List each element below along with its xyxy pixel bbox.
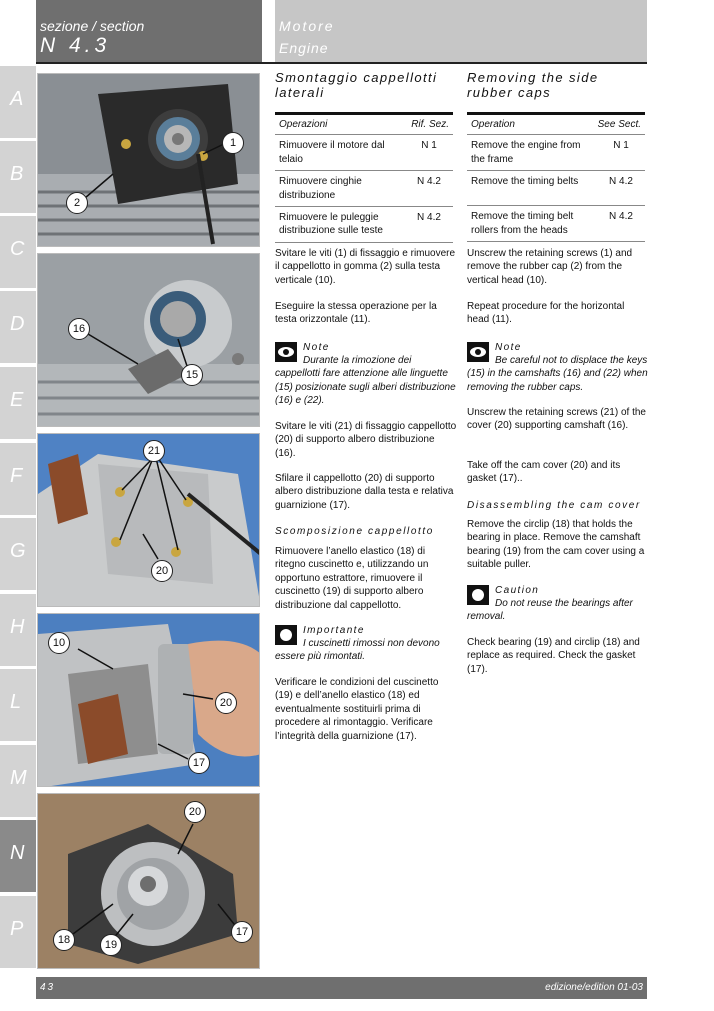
table-row	[467, 206, 645, 242]
paragraph-2: Eseguire la stessa operazione per la testa orizzontale (11).	[275, 301, 437, 326]
photo-cover-screws	[37, 433, 260, 607]
tab-f[interactable]	[0, 443, 36, 515]
paragraph-6: Check bearing (19) and circlip (18) and replace as required. Check the gasket (17).	[467, 637, 640, 675]
subheading: Disassembling the cam cover	[467, 500, 641, 511]
tab-label: G	[10, 540, 26, 562]
operation-cell: Rimuovere cinghie distribuzione	[279, 176, 362, 201]
tab-l[interactable]	[0, 669, 36, 741]
tab-label: P	[10, 918, 24, 940]
tab-c[interactable]	[0, 216, 36, 288]
tab-h[interactable]	[0, 594, 36, 666]
paragraph-4: Sfilare il cappellotto (20) di supporto albero distribuzione dalla testa e relativa guarnizione (17).	[275, 473, 454, 511]
camshaft-image	[38, 254, 260, 427]
paragraph-1: Unscrew the retaining screws (1) and remove the rubber cap (2) from the vertical head (10).	[467, 248, 633, 286]
tab-label: F	[10, 465, 23, 487]
chapter-title-it: Motore	[279, 18, 335, 34]
header-reference: Rif. Sez.	[411, 119, 449, 130]
operation-cell: Remove the timing belts	[471, 176, 579, 188]
table-header	[275, 115, 453, 135]
header-operation: Operazioni	[279, 119, 328, 130]
note-title: Note	[303, 342, 330, 353]
header-operation: Operation	[471, 119, 515, 130]
table-row	[467, 171, 645, 206]
chapter-title-en: Engine	[279, 40, 329, 56]
section-number: N 4.3	[40, 34, 111, 57]
callout-21: 21	[143, 440, 165, 462]
tab-m[interactable]	[0, 745, 36, 817]
tab-label: H	[10, 616, 25, 638]
callout-1: 1	[222, 132, 244, 154]
engine-head-image	[38, 74, 260, 247]
operation-cell: Remove the timing belt rollers from the heads	[471, 211, 574, 236]
callout-20: 20	[151, 560, 173, 582]
paragraph-4: Take off the cam cover (20) and its gasket (17)..	[467, 460, 621, 485]
callout-17: 17	[231, 921, 253, 943]
section-header	[36, 0, 262, 62]
table-row	[275, 135, 453, 171]
chapter-header	[275, 0, 647, 62]
section-title-en: Removing the side rubber caps	[467, 70, 599, 100]
note-text: Be careful not to displace the keys (15) in the camshafts (16) and (22) when removing the rubber caps.	[467, 355, 648, 393]
paragraph-2: Repeat procedure for the horizontal head (11).	[467, 301, 625, 326]
tab-label: E	[10, 389, 24, 411]
table-header	[467, 115, 645, 135]
reference-cell: N 4.2	[609, 211, 633, 223]
photo-cover-removal	[37, 613, 260, 787]
operation-cell: Remove the engine from the frame	[471, 140, 581, 165]
paragraph-5: Remove the circlip (18) that holds the bearing in place. Remove the camshaft bearing (19) from the cam cover using a suitable puller.	[467, 519, 645, 571]
section-label: sezione / section	[40, 18, 145, 34]
tab-label: L	[10, 691, 22, 713]
callout-10: 10	[48, 632, 70, 654]
tab-label: A	[10, 88, 24, 110]
tab-label: D	[10, 313, 25, 335]
paragraph-1: Svitare le viti (1) di fissaggio e rimuovere il cappellotto in gomma (2) sulla testa verticale (10).	[275, 248, 456, 286]
caution-title: Caution	[495, 585, 540, 596]
photo-rubber-cap	[37, 73, 260, 247]
operations-table-it	[275, 112, 453, 243]
tab-label: C	[10, 238, 25, 260]
tab-n[interactable]	[0, 820, 36, 892]
reference-cell: N 4.2	[417, 212, 441, 224]
english-column	[467, 70, 648, 675]
callout-20: 20	[215, 692, 237, 714]
callout-16: 16	[68, 318, 90, 340]
page-number: 43	[40, 982, 56, 993]
header-divider	[36, 62, 647, 64]
edition-label: edizione/edition 01-03	[545, 982, 643, 993]
important-title: Importante	[303, 625, 365, 636]
table-row	[275, 207, 453, 243]
operation-cell: Rimuovere il motore dal telaio	[279, 140, 385, 165]
table-row	[275, 171, 453, 207]
page-footer	[36, 977, 647, 999]
tab-label: N	[10, 842, 25, 864]
callout-20: 20	[184, 801, 206, 823]
operations-table-en	[467, 112, 645, 242]
reference-cell: N 4.2	[417, 176, 441, 188]
callout-17: 17	[188, 752, 210, 774]
tab-a[interactable]	[0, 66, 36, 138]
photo-camshaft-key	[37, 253, 260, 427]
table-row	[467, 135, 645, 171]
paragraph-5: Rimuovere l’anello elastico (18) di ritegno cuscinetto e, utilizzando un opportuno estrattore, rimuovere il cuscinetto (19) di supporto albero distribuzione dal cappellotto.	[275, 546, 429, 611]
callout-2: 2	[66, 192, 88, 214]
tab-label: B	[10, 163, 24, 185]
header-reference: See Sect.	[597, 119, 641, 130]
tab-d[interactable]	[0, 291, 36, 363]
tab-e[interactable]	[0, 367, 36, 439]
subheading: Scomposizione cappellotto	[275, 526, 434, 537]
callout-18: 18	[53, 929, 75, 951]
callout-19: 19	[100, 934, 122, 956]
tab-label: M	[10, 767, 27, 789]
photo-cover-bench	[37, 793, 260, 969]
callout-15: 15	[181, 364, 203, 386]
operation-cell: Rimuovere le puleggie distribuzione sulle teste	[279, 212, 383, 237]
reference-cell: N 1	[613, 140, 629, 152]
paragraph-3: Unscrew the retaining screws (21) of the cover (20) supporting camshaft (16).	[467, 407, 646, 432]
note-text: Durante la rimozione dei cappellotti fare attenzione alle linguette (15) posizionate sugli alberi distribuzione (16) e (22).	[275, 355, 456, 407]
caution-text: Do not reuse the bearings after removal.	[467, 598, 633, 623]
important-text: I cuscinetti rimossi non devono essere più rimontati.	[275, 638, 440, 663]
reference-cell: N 4.2	[609, 176, 633, 188]
tab-g[interactable]	[0, 518, 36, 590]
italian-column	[275, 70, 457, 742]
reference-cell: N 1	[421, 140, 437, 152]
paragraph-3: Svitare le viti (21) di fissaggio cappellotto (20) di supporto albero distribuzione (16).	[275, 421, 457, 459]
note-title: Note	[495, 342, 522, 353]
paragraph-6: Verificare le condizioni del cuscinetto (19) e dell’anello elastico (18) ed eventualmente sostituirli prima di procedere al rimontaggio. Verificare l’integrità della guarnizione (17).	[275, 677, 439, 742]
tab-b[interactable]	[0, 141, 36, 213]
tab-p[interactable]	[0, 896, 36, 968]
section-title-it: Smontaggio cappellotti laterali	[275, 70, 438, 100]
